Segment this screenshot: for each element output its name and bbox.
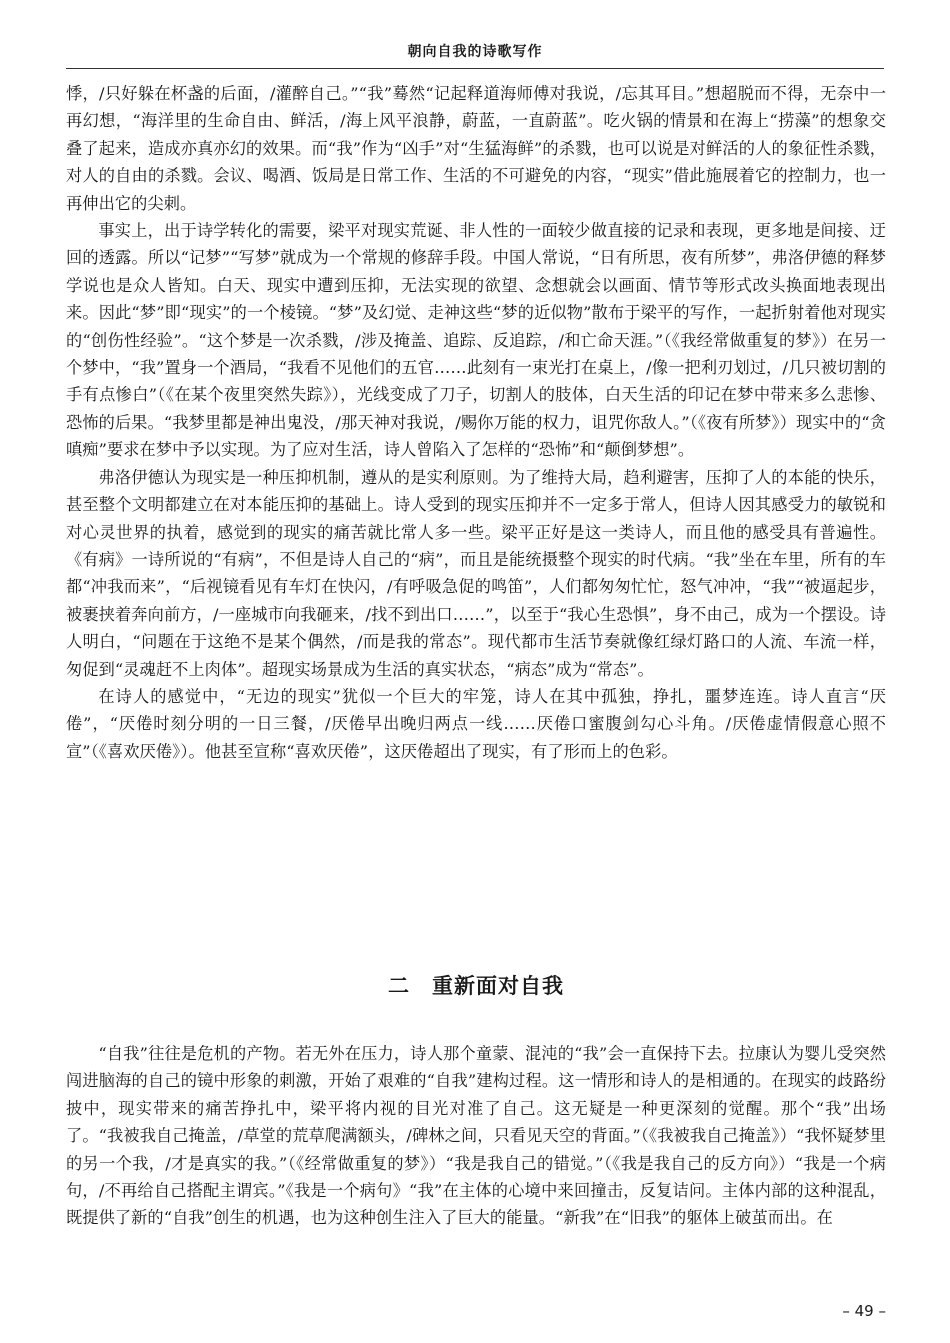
body-text-top	[66, 80, 886, 765]
paragraph: 弗洛伊德认为现实是一种压抑机制，遵从的是实利原则。为了维持大局，趋利避害，压抑了人的本能的快乐，甚至整个文明都建立在对本能压抑的基础上。诗人受到的现实压抑并不一定多于常人，但诗人因其感受力的敏锐和对心灵世界的执着，感觉到的现实的痛苦就比常人多一些。梁平正好是这一类诗人，而且他的感受具有普遍性。《有病》一诗所说的“有病”，不但是诗人自己的“病”，而且是能统摄整个现实的时代病。“我”坐在车里，所有的车都“冲我而来”，“后视镜看见有车灯在快闪，/有呼吸急促的鸣笛”，人们都匆匆忙忙，怒气冲冲，“我”“被逼起步，被裹挟着奔向前方，/一座城市向我砸来，/找不到出口……”，以至于“我心生恐惧”，身不由己，成为一个摆设。诗人明白，“问题在于这绝不是某个偶然，/而是我的常态”。现代都市生活节奏就像红绿灯路口的人流、车流一样，匆促到“灵魂赶不上肉体”。超现实场景成为生活的真实状态，“病态”成为“常态”。	[66, 467, 886, 679]
paragraph: 事实上，出于诗学转化的需要，梁平对现实荒诞、非人性的一面较少做直接的记录和表现，更多地是间接、迂回的透露。所以“记梦”“写梦”就成为一个常规的修辞手段。中国人常说，“日有所思，夜有所梦”，弗洛伊德的释梦学说也是众人皆知。白天、现实中遭到压抑，无法实现的欲望、念想就会以画面、情节等形式改头换面地表现出来。因此“梦”即“现实”的一个棱镜。“梦”及幻觉、走神这些“梦的近似物”散布于梁平的写作，一起折射着他对现实的“创伤性经验”。“这个梦是一次杀戮，/涉及掩盖、追踪、反追踪，/和亡命天涯。”（《我经常做重复的梦》）在另一个梦中，“我”置身一个酒局，“我看不见他们的五官……此刻有一束光打在桌上，/像一把利刃划过，/几只被切割的手有点惨白”（《在某个夜里突然失踪》），光线变成了刀子，切割人的肢体，白天生活的印记在梦中带来多么悲惨、恐怖的后果。“我梦里都是神出鬼没，/那天神对我说，/赐你万能的权力，诅咒你敌人。”（《夜有所梦》）现实中的“贪嗔痴”要求在梦中予以实现。为了应对生活，诗人曾陷入了怎样的“恐怖”和“颠倒梦想”。	[66, 221, 886, 460]
paragraph: 在诗人的感觉中，“无边的现实”犹似一个巨大的牢笼，诗人在其中孤独，挣扎，噩梦连连。诗人直言“厌倦”，“厌倦时刻分明的一日三餐，/厌倦早出晚归两点一线……厌倦口蜜腹剑勾心斗角。/厌倦虚情假意心照不宣”（《喜欢厌倦》）。他甚至宣称“喜欢厌倦”，这厌倦超出了现实，有了形而上的色彩。	[66, 686, 886, 761]
paragraph: “自我”往往是危机的产物。若无外在压力，诗人那个童蒙、混沌的“我”会一直保持下去。拉康认为婴儿受突然闯进脑海的自己的镜中形象的刺激，开始了艰难的“自我”建构过程。这一情形和诗人的是相通的。在现实的歧路纷披中，现实带来的痛苦挣扎中，梁平将内视的目光对准了自己。这无疑是一种更深刻的觉醒。那个“我”出场了。“我被我自己掩盖，/草堂的荒草爬满额头，/碑林之间，只看见天空的背面。”（《我被我自己掩盖》）“我怀疑梦里的另一个我，/才是真实的我。”（《经常做重复的梦》）“我是我自己的错觉。”（《我是我自己的反方向》）“我是一个病句，/不再给自己搭配主谓宾。”《我是一个病句》“我”在主体的心境中来回撞击，反复诘问。主体内部的这种混乱，既提供了新的“自我”创生的机遇，也为这种创生注入了巨大的能量。“新我”在“旧我”的躯体上破茧而出。在	[66, 1044, 886, 1228]
section-number: 二	[388, 974, 410, 998]
running-title: 朝向自我的诗歌写作	[407, 44, 543, 60]
section-heading	[66, 970, 886, 1000]
section-title: 重新面对自我	[432, 974, 564, 998]
page-number: – 49 –	[842, 1302, 886, 1320]
paragraph: 悸，/只好躲在杯盏的后面，/灌醉自己。”“我”蓦然“记起释道海师傅对我说，/忘其耳目。”想超脱而不得，无奈中一再幻想，“海洋里的生命自由、鲜活，/海上风平浪静，蔚蓝，一直蔚蓝”。吃火锅的情景和在海上“捞藻”的想象交叠了起来，造成亦真亦幻的效果。而“我”作为“凶手”对“生猛海鲜”的杀戮，也可以说是对鲜活的人的象征性杀戮，对人的自由的杀戮。会议、喝酒、饭局是日常工作、生活的不可避免的内容，“现实”借此施展着它的控制力，也一再伸出它的尖刺。	[66, 84, 886, 213]
body-text-bottom	[66, 1040, 886, 1232]
running-header	[66, 36, 884, 69]
